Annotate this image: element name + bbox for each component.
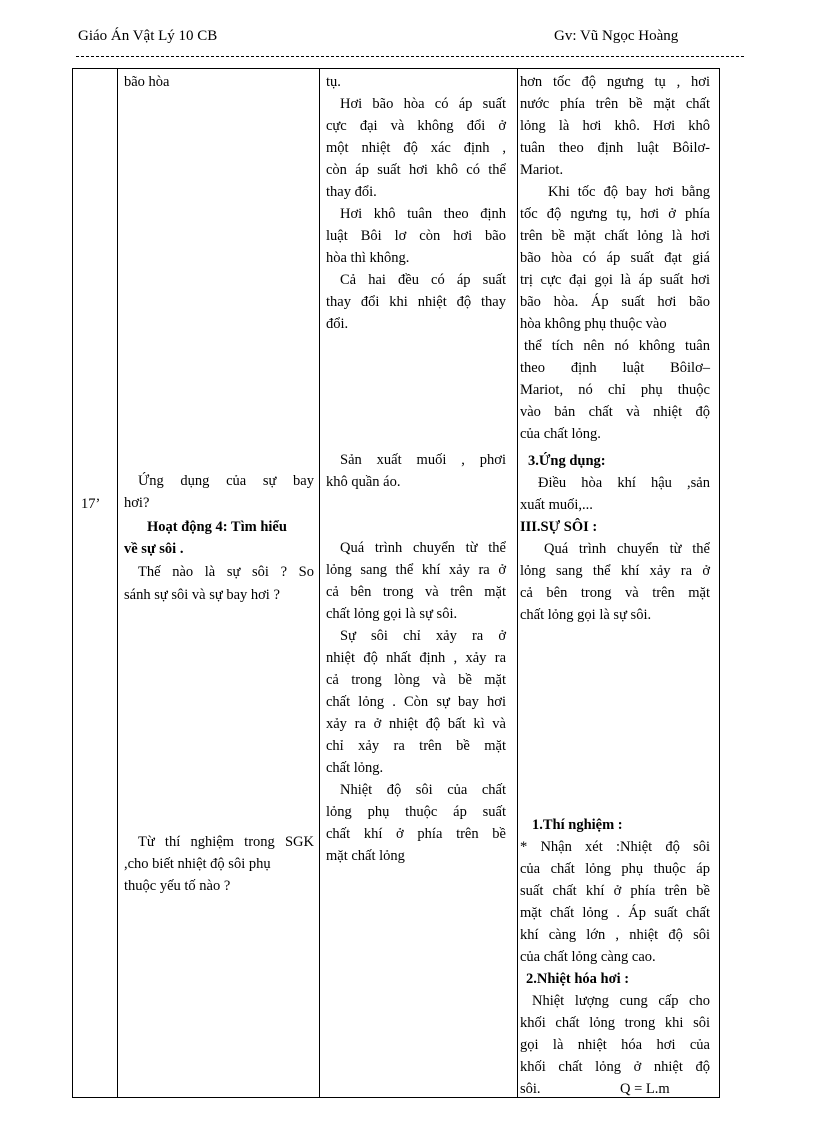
text-line: nước phía trên bề mặt chất — [520, 96, 710, 112]
text-line: xuất muối,... — [520, 497, 593, 513]
text-line: tuân theo định luật Bôilơ- — [520, 140, 710, 156]
text-line: chỉ xảy ra trên bề mặt — [326, 738, 506, 754]
section-heading-applications: 3.Ứng dụng: — [528, 453, 606, 469]
text-line: hơn tốc độ ngưng tụ , hơi — [520, 74, 710, 90]
text-line: hơi? — [124, 495, 150, 511]
text-line: của chất lỏng phụ thuộc áp — [520, 861, 710, 877]
section-heading-vaporization: 2.Nhiệt hóa hơi : — [526, 971, 630, 987]
lesson-table — [72, 68, 720, 1098]
text-line: một nhiệt độ xác định , — [326, 140, 506, 156]
text-line: tốc độ ngưng tụ, hơi ở phía — [520, 206, 710, 222]
section-heading-boiling: III.SỰ SÔI : — [520, 519, 598, 535]
text-line: bão hòa — [124, 74, 170, 90]
text-line: của chất lỏng. — [520, 426, 601, 442]
text-line: Hơi bão hòa có áp suất — [340, 96, 506, 112]
text-line: thay đổi. — [326, 184, 377, 200]
text-line: trị cực đại gọi là áp suất hơi — [520, 272, 710, 288]
text-line: suất chất khí ở phía trên bề — [520, 883, 710, 899]
text-line: chất lỏng gọi là sự sôi. — [520, 607, 652, 623]
text-line: cả bên trong và trên mặt — [326, 584, 506, 600]
text-line: gọi là nhiệt hóa hơi của — [520, 1037, 710, 1053]
text-line: Sản xuất muối , phơi — [340, 452, 506, 468]
text-line: Nhiệt lượng cung cấp cho — [532, 993, 710, 1009]
text-line: Cả hai đều có áp suất — [340, 272, 506, 288]
text-line: Hơi khô tuân theo định — [340, 206, 506, 222]
text-line: của chất lỏng càng cao. — [520, 949, 656, 965]
text-line: Quá trình chuyển từ thể — [340, 540, 506, 556]
text-line: khối chất lỏng trong khi sôi — [520, 1015, 710, 1031]
question-boiling: Thế nào là sự sôi ? So — [138, 564, 314, 580]
text-line: Khi tốc độ bay hơi bằng — [548, 184, 710, 200]
text-line: chất lỏng gọi là sự sôi. — [326, 606, 458, 622]
text-line: thuộc yếu tố nào ? — [124, 878, 231, 894]
text-line: * Nhận xét :Nhiệt độ sôi — [520, 839, 710, 855]
question-applications: Ứng dụng của sự bay — [138, 473, 314, 489]
text-line: luật Bôi lơ còn hơi bão — [326, 228, 506, 244]
teacher-activity-cell — [118, 69, 319, 1097]
lesson-content-cell — [518, 69, 719, 1097]
text-line: còn áp suất hơi khô có thể — [326, 162, 506, 178]
header-teacher: Gv: Vũ Ngọc Hoàng — [554, 28, 679, 44]
activity-4-heading: Hoạt động 4: Tìm hiểu — [147, 519, 287, 535]
question-experiment: Từ thí nghiệm trong SGK — [138, 834, 314, 850]
text-line: cả trong lòng và bề mặt — [326, 672, 506, 688]
text-line: lỏng là hơi khô. Hơi khô — [520, 118, 710, 134]
text-line: bão hòa. Áp suất hơi bão — [520, 294, 710, 310]
text-line: cực đại và không đổi ở — [326, 118, 506, 134]
text-line: mặt chất lỏng — [326, 848, 405, 864]
text-line: chất lỏng . Còn sự bay hơi — [326, 694, 506, 710]
text-line: lỏng phụ thuộc áp suất — [326, 804, 506, 820]
text-line: khối chất lỏng ở nhiệt độ — [520, 1059, 710, 1075]
text-line: trên bề mặt chất lỏng là hơi — [520, 228, 710, 244]
text-line: thay đổi khi nhiệt độ thay — [326, 294, 506, 310]
text-line: vào bản chất và nhiệt độ — [520, 404, 710, 420]
activity-4-heading: về sự sôi . — [124, 541, 184, 557]
student-activity-cell — [320, 69, 517, 1097]
text-line: xảy ra ở nhiệt độ bất kì và — [326, 716, 506, 732]
header-divider — [76, 56, 744, 57]
header-title: Giáo Án Vật Lý 10 CB — [78, 28, 218, 44]
text-line: cả bên trong và trên mặt — [520, 585, 710, 601]
text-line: sôi. — [520, 1081, 541, 1097]
text-line: hòa không phụ thuộc vào — [520, 316, 667, 332]
text-line: hòa thì không. — [326, 250, 410, 266]
text-line: Mariot, nó chỉ phụ thuộc — [520, 382, 710, 398]
text-line: Nhiệt độ sôi của chất — [340, 782, 506, 798]
text-line: khô quần áo. — [326, 474, 401, 490]
text-line: ,cho biết nhiệt độ sôi phụ — [124, 856, 271, 872]
text-line: Sự sôi chỉ xảy ra ở — [340, 628, 506, 644]
text-line: lỏng sang thể khí xảy ra ở — [326, 562, 506, 578]
time-cell — [73, 69, 117, 1097]
text-line: Quá trình chuyển từ thể — [544, 541, 710, 557]
time-label: 17’ — [81, 496, 101, 512]
formula: Q = L.m — [620, 1081, 670, 1097]
section-heading-experiment: 1.Thí nghiệm : — [532, 817, 623, 833]
text-line: theo định luật Bôilơ– — [520, 360, 710, 376]
text-line: bão hòa có áp suất đạt giá — [520, 250, 710, 266]
text-line: nhiệt độ nhất định , xảy ra — [326, 650, 506, 666]
text-line: khí càng lớn , nhiệt độ sôi — [520, 927, 710, 943]
text-line: thể tích nên nó không tuân — [524, 338, 710, 354]
text-line: Điều hòa khí hậu ,sản — [538, 475, 710, 491]
text-line: đổi. — [326, 316, 349, 332]
text-line: Mariot. — [520, 162, 564, 178]
text-line: lỏng sang thể khí xảy ra ở — [520, 563, 710, 579]
text-line: mặt chất lỏng . Áp suất chất — [520, 905, 710, 921]
text-line: chất khí ở phía trên bề — [326, 826, 506, 842]
text-line: sánh sự sôi và sự bay hơi ? — [124, 587, 280, 603]
text-line: tụ. — [326, 74, 341, 90]
text-line: chất lỏng. — [326, 760, 384, 776]
